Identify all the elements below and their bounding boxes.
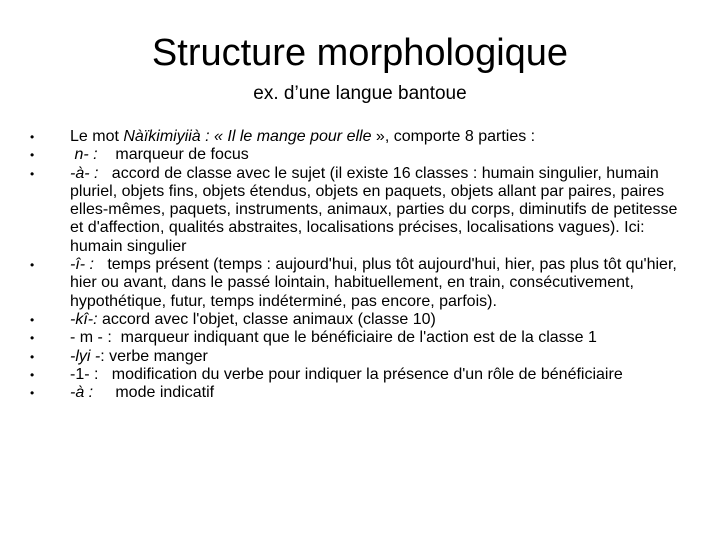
bullet-text: marqueur de focus bbox=[97, 146, 249, 164]
bullet-item bbox=[30, 256, 695, 311]
bullet-item bbox=[30, 384, 695, 402]
bullet-dot: • bbox=[30, 331, 35, 346]
bullet-item bbox=[30, 348, 695, 366]
slide-title: Structure morphologique bbox=[151, 32, 569, 74]
bullet-text: accord avec l'objet, classe animaux (classe 10) bbox=[97, 310, 436, 328]
bullet-dot: • bbox=[30, 349, 35, 364]
bullet-text: -î- : bbox=[70, 256, 94, 274]
bullet-text: Le mot bbox=[70, 128, 124, 145]
bullet-text: accord de classe avec le sujet (il existe 16 classes : humain singulier, humain pluriel, objets fins, objets étendus, objets en paquets, objets allant par paires, paires elles-mêmes, paquets, instruments, animaux, parties du corps, diminutifs de petitesse et d'affection, qualités abstraites, localisations précises, localisations vagues). Ici: humain singulier bbox=[70, 164, 682, 255]
bullet-text: -kî-: bbox=[70, 310, 98, 328]
bullet-text: temps présent (temps : aujourd'hui, plus tôt aujourd'hui, hier, pas plus tôt qu'hier, hier ou avant, dans le passé lointain, habituellement, en train, consécutivement, hypothétique, futur, temps indéterminé, pas encore, parfois). bbox=[70, 256, 682, 310]
bullet-text: mode indicatif bbox=[93, 384, 215, 402]
bullet-text: », comporte 8 parties : bbox=[371, 128, 536, 145]
bullet-dot: • bbox=[30, 367, 35, 382]
bullet-dot: • bbox=[30, 258, 35, 273]
bullet-item bbox=[30, 146, 695, 164]
bullet-item bbox=[30, 311, 695, 329]
bullet-text: : verbe manger bbox=[100, 347, 208, 365]
bullet-dot: • bbox=[30, 148, 35, 163]
bullet-item bbox=[30, 165, 695, 256]
bullet-dot: • bbox=[30, 130, 35, 144]
slide-subtitle: ex. d’une langue bantoue bbox=[253, 83, 467, 104]
bullet-dot: • bbox=[30, 312, 35, 327]
bullet-text: Nàïkimiyiià : « Il le mange pour elle bbox=[123, 128, 372, 145]
bullet-text: -lyi - bbox=[70, 347, 101, 365]
bullet-text: -à- : bbox=[70, 164, 99, 182]
bullet-text: n- : bbox=[70, 146, 98, 164]
bullet-item bbox=[30, 329, 695, 347]
bullet-list bbox=[30, 128, 695, 402]
bullet-item bbox=[30, 128, 695, 146]
bullet-text: -1- : modification du verbe pour indiquer la présence d'un rôle de bénéficiaire bbox=[70, 365, 623, 383]
bullet-item bbox=[30, 366, 695, 384]
bullet-text: - m - : marqueur indiquant que le bénéficiaire de l'action est de la classe 1 bbox=[70, 329, 597, 347]
bullet-dot: • bbox=[30, 386, 35, 401]
bullet-dot: • bbox=[30, 166, 35, 181]
bullet-text: -à : bbox=[70, 384, 94, 402]
